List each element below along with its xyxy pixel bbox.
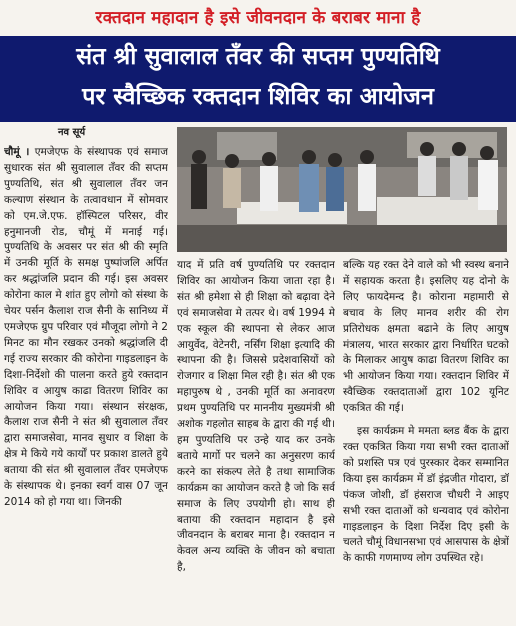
column-3-paragraph-1: बल्कि यह रक्त देने वाले को भी स्वस्थ बनाने में सहायक करता है। इसलिए यह दोनो के लिए फायदेमन्द है। कोराना महामारी से बचाव के लिए मानव शरीर की रोग प्रतिरोधक क्षमता बढाने के लिए आयुष मंत्रालय, भारत सरकार द्वारा निर्धारित घटको के मिलाकर आयुष काढा वितरण शिविर का भी आयोजन किया गया। रक्तदान शिविर में स्वैच्छिक रक्तदाताओं द्वारा 102 यूनिट एकत्रित की गई।: [343, 259, 509, 415]
headline: [0, 36, 516, 122]
top-banner: रक्तदान महादान है इसे जीवनदान के बराबर माना है: [95, 7, 421, 28]
article-column-2: [177, 258, 335, 623]
column-2-text: याद में प्रति वर्ष पुण्यतिथि पर रक्तदान शिविर का आयोजन किया जाता रहा है। संत श्री हमेशा से ही शिक्षा को बढ़ावा देने एवं समाजसेवा मे तत्पर थे। वर्ष 1994 मे एक स्कूल की स्थापना से लेकर आज आयुर्वेद, वेटेनरी, नर्सिंग शिक्षा इत्यादि की स्थापना की है। जिससे प्रदेशवासियों को रोजगार व शिक्षा मिल रही है। संत श्री एक महापुरुष थे , उनकी मूर्ति का अनावरण प्रथम पुण्यतिथि पर माननीय मुख्यमंत्री श्री अशोक गहलोत साहब के द्वारा की गई थी। हम पुण्यतिथि पर उन्हे याद कर उनके बताये मार्गो पर चलने का अनुसरण कार्य करने का संकल्प लेते है तथा सामाजिक कार्यक्रम का आयोजन करते है जो कि सर्व समाज के लिए उपयोगी हो। साथ ही बताया की रक्तदान महादान है इसे जीवनदान के बराबर माना है। रक्तदान न केवल अन्य व्यक्ति के जीवन को बचाता है,: [177, 259, 335, 574]
headline-line-1: संत श्री सुवालाल तँवर की सप्तम पुण्यतिथि: [76, 42, 440, 70]
byline: नव सूर्य: [58, 127, 86, 138]
headline-line-2: पर स्वैच्छिक रक्तदान शिविर का आयोजन: [82, 82, 434, 110]
article-column-1: [4, 145, 168, 623]
lead-place: चौमूं ।: [4, 146, 30, 158]
photo-illustration: [177, 127, 507, 252]
blood-donation-camp-photo: [177, 127, 507, 252]
article-column-3: [343, 258, 509, 623]
column-1-text: एमजेएफ के संस्थापक एवं समाज सुधारक संत श्री सुवालाल तँवर की सप्तम पुण्यतिथि, संत श्री सुवालाल तँवर जन कल्याण संस्थान के तत्वावधान में सोमवार को एम.जे.एफ. हॉस्पिटल परिसर, वीर हनुमानजी रोड, चौमूं में मनाई गई। पुण्यतिथि के अवसर पर संत श्री की स्मृति में उनकी मूर्ति के समक्ष पुष्पांजलि अर्पित कर श्रद्धांजलि प्रदान की गई। इस अवसर कोरोना काल मे शांत हुए लोगो को संस्था के चेयर पर्सन कैलाश राज सैनी के सानिध्य में एमजेएफ ग्रुप परिवार एवं मौजूदा लोगो ने 2 मिनट का मौन रखकर उनको श्रद्धांजलि दी गई राज्य सरकार की कोरोना गाइडलाइन के दिशा-निर्देशो की पालना करते हुये रक्तदान शिविर व आयुष काढा वितरण शिविर का आयोजन किया गया। संस्थान संरक्षक, कैलाश राज सैनी ने संत श्री सुवालाल तँवर द्वारा समाजसेवा, मानव सुधार व शिक्षा के क्षेत्र मे किये गये कार्यों पर प्रकाश डालते हुये बताया की संत श्री सुवालाल तँवर एमजेएफ के संस्थापक थे। इनका स्वर्ग वास 07 जून 2014 को हो गया था। जिनकी: [4, 146, 168, 508]
column-3-paragraph-2: इस कार्यक्रम मे ममता ब्लड बैंक के द्वारा रक्त एकत्रित किया गया सभी रक्त दाताओं को प्रशस्ति पत्र एवं पुरस्कार देकर सम्मानित किया इस कार्यक्रम में डॉ इंद्रजीत गोदारा, डॉ पंकज जोशी, डॉ हंसराज चौधरी ने आइए सभी रक्त दाताओं को धन्यवाद एवं कोरोना गाइडलाइन के दिशा निर्देश दिए इसी के चलते चौमूं विधानसभा एवं आसपास के क्षेत्रों के काफी गणमाण्य लोग उपस्थित रहे।: [343, 425, 509, 565]
